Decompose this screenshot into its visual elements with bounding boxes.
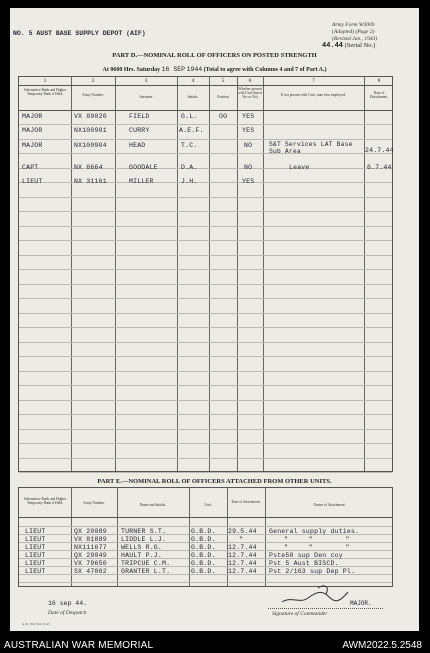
e-row-6-name: GRANTER L.T. xyxy=(121,568,171,575)
e-row-1-name: TURNER S.T. xyxy=(121,528,167,535)
part-d-date: 16 SEP xyxy=(161,66,186,73)
col-number-header: Army Number. xyxy=(82,93,104,97)
d-row-5-rank: LIEUT xyxy=(22,178,43,185)
part-d-at-suffix: (Total to agree with Columns 4 and 7 of Part A.) xyxy=(203,67,327,73)
part-d-year: 1944 xyxy=(186,66,203,73)
e-row-3-date: 12.7.44 xyxy=(228,544,257,551)
ruled-line xyxy=(19,124,392,125)
d-row-4-present: NO xyxy=(244,164,253,171)
col-employed-header: If not present with Unit, state how employed. xyxy=(280,93,347,97)
e-row-2-rank: LIEUT xyxy=(25,536,46,543)
e-row-4-date: 12.7.44 xyxy=(228,552,257,559)
e-col-rank-header: Substantive Rank and Higher Temporary Rank if Held. xyxy=(23,497,67,506)
e-row-2-unit: G.B.D. xyxy=(191,536,216,543)
ruled-line xyxy=(19,298,392,299)
d-row-4-number: NX 6664 xyxy=(74,164,103,171)
printer-imprint: A.W. 7652 Pad 15-43 xyxy=(22,622,50,626)
archive-reference: AWM2022.5.2548 xyxy=(342,640,422,651)
ruled-line xyxy=(19,385,392,386)
e-col-unit-header: Unit. xyxy=(204,503,212,507)
form-adapted: (Adapted) (Page 2) xyxy=(332,29,375,35)
d-row-3-present: NO xyxy=(244,142,253,149)
e-row-2-number: VX 81889 xyxy=(74,536,107,543)
e-row-5-rank: LIEUT xyxy=(25,560,46,567)
e-col-number-header: Army Number. xyxy=(83,501,105,505)
d-row-1-position: OO xyxy=(219,113,228,120)
e-row-6-rank: LIEUT xyxy=(25,568,46,575)
ruled-line xyxy=(19,211,392,212)
col-1-number: 1 xyxy=(43,78,47,84)
ruled-line xyxy=(19,371,392,372)
d-row-1-number: VX 89020 xyxy=(74,113,107,120)
ruled-line xyxy=(19,284,392,285)
d-row-5-present: YES xyxy=(242,178,255,185)
e-row-5-name: TRIPCUE C.M. xyxy=(121,560,171,567)
e-row-5-nature: Pst 5 Aust BISCD. xyxy=(269,560,339,567)
form-number: Army Form W3009 xyxy=(332,22,375,28)
e-col-date-header: Date of Attachment. xyxy=(231,500,261,504)
ruled-line xyxy=(19,429,392,430)
ruled-line xyxy=(19,327,392,328)
e-row-1-nature: General supply duties. xyxy=(269,528,360,535)
d-row-1-surname: FIELD xyxy=(129,113,150,120)
d-row-4-surname: GOODALE xyxy=(129,164,158,171)
d-row-4-employed: Leave xyxy=(289,164,310,171)
col-6-number: 6 xyxy=(248,78,252,84)
e-row-1-number: QX 20089 xyxy=(74,528,107,535)
d-row-4-rank: CAPT xyxy=(22,164,39,171)
col-initials-header: Initials. xyxy=(187,95,199,99)
ruled-line xyxy=(19,472,392,473)
ruled-line xyxy=(19,458,392,459)
signature-line xyxy=(268,608,383,609)
d-row-5-number: NX 31161 xyxy=(74,178,107,185)
col-position-header: Position xyxy=(217,95,229,99)
d-row-3-employed: S&T Services LAT Base Sub Area xyxy=(269,141,353,155)
col-2-number: 2 xyxy=(91,78,95,84)
ruled-line xyxy=(19,526,392,527)
e-row-2-name: LIDDLE L.J. xyxy=(121,536,167,543)
d-row-2-number: NX100901 xyxy=(74,127,107,134)
d-row-4-date: 6.7.44 xyxy=(367,164,392,171)
part-e-table xyxy=(18,487,393,587)
d-row-3-number: NX100904 xyxy=(74,142,107,149)
part-d-title: PART D.—NOMINAL ROLL OF OFFICERS ON POSTED STRENGTH xyxy=(112,52,317,59)
ruled-line xyxy=(19,240,392,241)
col-7-number: 7 xyxy=(312,78,315,84)
ruled-line xyxy=(19,443,392,444)
e-row-4-name: HAULT P.J. xyxy=(121,552,163,559)
ruled-line xyxy=(19,197,392,198)
signature-rank: MAJOR. xyxy=(350,600,372,607)
signature-scribble xyxy=(278,582,358,608)
e-row-5-unit: G.B.D. xyxy=(191,560,216,567)
e-row-3-nature: " " " xyxy=(284,544,350,551)
document-page xyxy=(10,8,419,631)
col-rank-header: Substantive Rank and Higher Temporary Rank if Held. xyxy=(23,88,67,97)
ruled-line xyxy=(19,139,392,140)
archive-credit: AUSTRALIAN WAR MEMORIAL xyxy=(4,640,154,651)
col-date-header: Date of Detachment. xyxy=(369,91,389,100)
col-8-number: 8 xyxy=(377,78,381,84)
despatch-label: Date of Despatch xyxy=(48,610,87,616)
ruled-line xyxy=(19,356,392,357)
e-row-5-date: 12.7.44 xyxy=(228,560,257,567)
d-row-3-initials: T.C. xyxy=(181,142,198,149)
d-row-3-date: 24.7.44 xyxy=(365,147,394,154)
e-row-2-date: " xyxy=(239,536,244,543)
ruled-line xyxy=(19,400,392,401)
e-row-1-rank: LIEUT xyxy=(25,528,46,535)
d-row-2-present: YES xyxy=(242,127,255,134)
d-row-3-surname: HEAD xyxy=(129,142,146,149)
d-row-2-rank: MAJOR xyxy=(22,127,43,134)
d-row-2-surname: CURRY xyxy=(129,127,150,134)
ruled-line xyxy=(19,226,392,227)
col-4-number: 4 xyxy=(191,78,195,84)
e-col-nature-header: Nature of Attachment. xyxy=(313,503,346,507)
e-row-4-nature: Pste50 sup Den coy xyxy=(269,552,343,559)
col-present-header: Whether present with Unit (Insert Yes or No) xyxy=(238,87,262,100)
d-row-5-initials: J.H. xyxy=(181,178,198,185)
e-row-6-unit: G.B.D. xyxy=(191,568,216,575)
e-row-5-number: VX 79650 xyxy=(74,560,107,567)
form-revised: (Revised Jan., 1943) xyxy=(332,36,378,42)
d-row-5-surname: MILLER xyxy=(129,178,154,185)
e-row-3-name: WELLS R.G. xyxy=(121,544,163,551)
e-row-4-number: QX 29049 xyxy=(74,552,107,559)
e-row-3-rank: LIEUT xyxy=(25,544,46,551)
form-info xyxy=(332,22,377,43)
ruled-line xyxy=(19,414,392,415)
d-row-1-initials: G.L. xyxy=(181,113,198,120)
ruled-line xyxy=(19,313,392,314)
despatch-date: 16 sep 44. xyxy=(48,600,88,607)
ruled-line xyxy=(19,342,392,343)
e-row-2-nature: " " " xyxy=(284,536,350,543)
e-row-1-unit: G.B.D. xyxy=(191,528,216,535)
e-row-6-date: 12.7.44 xyxy=(228,568,257,575)
e-col-name-header: Name and Initials. xyxy=(139,503,167,507)
e-row-4-unit: G.B.D. xyxy=(191,552,216,559)
col-5-number: 5 xyxy=(221,78,225,84)
part-d-subtitle xyxy=(10,66,419,73)
e-row-4-rank: LIEUT xyxy=(25,552,46,559)
part-e-title: PART E.—NOMINAL ROLL OF OFFICERS ATTACHED FROM OTHER UNITS. xyxy=(97,478,332,485)
part-d-table xyxy=(18,76,393,472)
d-row-1-rank: MAJOR xyxy=(22,113,43,120)
d-row-3-rank: MAJOR xyxy=(22,142,43,149)
part-d-at-prefix: At 0600 Hrs. Saturday xyxy=(102,67,161,73)
e-row-3-unit: G.B.D. xyxy=(191,544,216,551)
d-row-4-initials: D.A. xyxy=(181,164,198,171)
serial-number xyxy=(322,42,375,50)
col-surname-header: Surname xyxy=(139,95,153,99)
e-row-6-number: SX 47062 xyxy=(74,568,107,575)
unit-name: NO. 5 AUST BASE SUPPLY DEPOT (AIF) xyxy=(13,30,146,37)
serial-value: 44.44 xyxy=(322,42,344,50)
e-row-1-date: 29.5.44 xyxy=(228,528,257,535)
e-row-6-nature: Pst 2/163 sup Dep Pl. xyxy=(269,568,356,575)
d-row-2-initials: A.E.F. xyxy=(179,127,204,134)
e-row-3-number: NX111677 xyxy=(74,544,107,551)
col-3-number: 3 xyxy=(144,78,148,84)
ruled-line xyxy=(19,255,392,256)
ruled-line xyxy=(19,269,392,270)
serial-label: (Serial No.) xyxy=(344,42,376,49)
signature-label: Signature of Commander xyxy=(272,611,328,617)
d-row-1-present: YES xyxy=(242,113,255,120)
